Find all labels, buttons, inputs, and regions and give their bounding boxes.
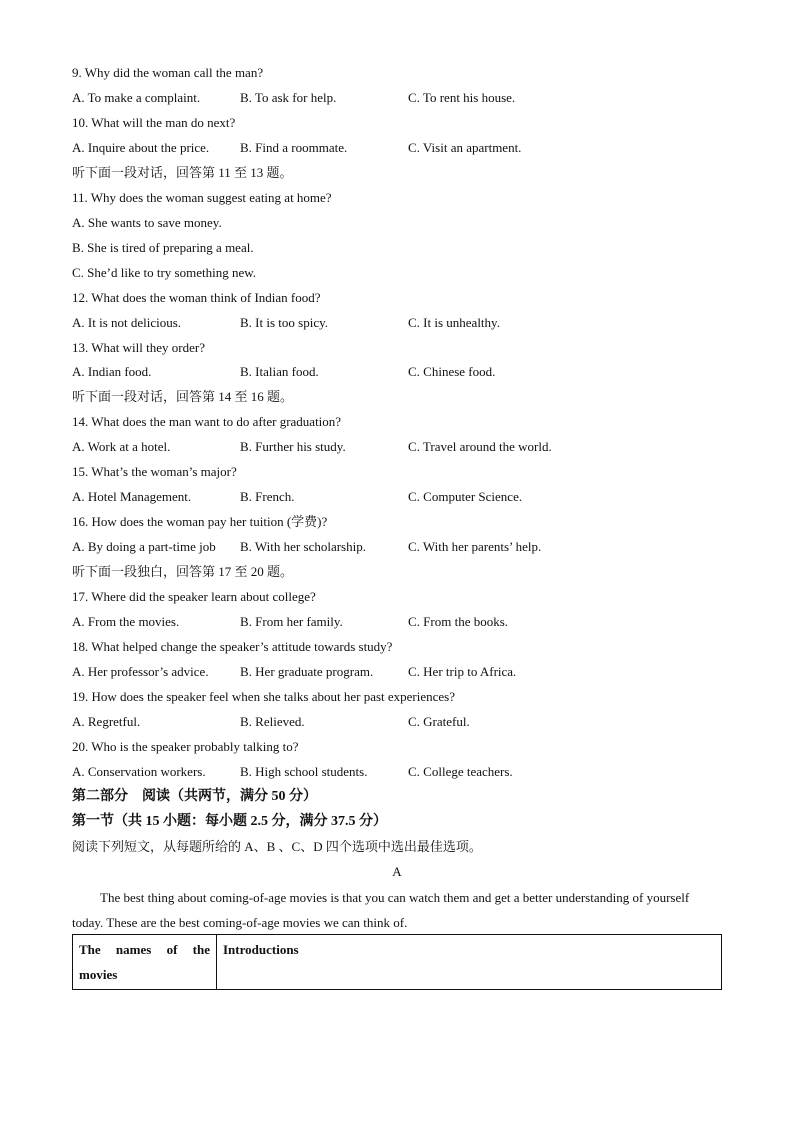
option-c: C. With her parents’ help. [408,539,542,554]
question-9: 9. Why did the woman call the man? [72,65,264,80]
passage-paragraph [72,885,722,935]
question-13: 13. What will they order? [72,340,205,355]
option-a: A. From the movies. [72,614,180,629]
section-instruction-14-16: 听下面一段对话，回答第 14 至 16 题。 [72,389,294,404]
option-b: B. French. [240,489,295,504]
table-header-introductions: Introductions [217,935,722,990]
option-c: C. Chinese food. [408,364,496,379]
option-c: C. Grateful. [408,714,470,729]
section-instruction-11-13: 听下面一段对话，回答第 11 至 13 题。 [72,165,293,180]
option-11-a: A. She wants to save money. [72,215,222,230]
option-a: A. To make a complaint. [72,90,201,105]
reading-instruction: 阅读下列短文，从每题所给的 A、B 、C、D 四个选项中选出最佳选项。 [72,839,482,854]
part2-section1-heading: 第一节（共 15 小题：每小题 2.5 分，满分 37.5 分） [72,814,387,829]
option-a: A. Regretful. [72,714,141,729]
option-c: C. To rent his house. [408,90,516,105]
question-18: 18. What helped change the speaker’s attitude towards study? [72,639,393,654]
option-a: A. Hotel Management. [72,489,192,504]
option-b: B. High school students. [240,764,368,779]
option-c: C. Visit an apartment. [408,140,522,155]
option-c: C. Her trip to Africa. [408,664,517,679]
question-14: 14. What does the man want to do after graduation? [72,414,342,429]
part2-heading: 第二部分 阅读（共两节，满分 50 分） [72,789,317,804]
movies-table [72,934,722,990]
option-a: A. Indian food. [72,364,152,379]
question-10: 10. What will the man do next? [72,115,236,130]
question-20: 20. Who is the speaker probably talking to? [72,739,299,754]
option-b: B. To ask for help. [240,90,337,105]
question-15: 15. What’s the woman’s major? [72,464,237,479]
table-header-names: The names of the movies [73,935,217,990]
option-a: A. By doing a part-time job [72,539,216,554]
question-16: 16. How does the woman pay her tuition (学费)? [72,514,328,529]
option-a: A. Conservation workers. [72,764,206,779]
section-instruction-17-20: 听下面一段独白，回答第 17 至 20 题。 [72,564,294,579]
option-c: C. Computer Science. [408,489,523,504]
option-a: A. It is not delicious. [72,315,182,330]
option-a: A. Her professor’s advice. [72,664,209,679]
table-header-row [73,935,722,990]
question-19: 19. How does the speaker feel when she talks about her past experiences? [72,689,455,704]
option-a: A. Work at a hotel. [72,439,171,454]
question-17: 17. Where did the speaker learn about college? [72,589,316,604]
option-b: B. With her scholarship. [240,539,366,554]
option-b: B. Further his study. [240,439,346,454]
option-c: C. College teachers. [408,764,513,779]
option-b: B. Italian food. [240,364,319,379]
option-c: C. It is unhealthy. [408,315,500,330]
option-b: B. It is too spicy. [240,315,328,330]
question-12: 12. What does the woman think of Indian food? [72,290,321,305]
question-11: 11. Why does the woman suggest eating at home? [72,190,332,205]
option-b: B. Her graduate program. [240,664,374,679]
option-c: C. Travel around the world. [408,439,552,454]
passage-label: A [392,864,402,879]
option-11-c: C. She’d like to try something new. [72,265,257,280]
option-b: B. Find a roommate. [240,140,348,155]
option-11-b: B. She is tired of preparing a meal. [72,240,254,255]
option-b: B. Relieved. [240,714,305,729]
passage-text: The best thing about coming-of-age movies is that you can watch them and get a better understanding of yourself today. These are the best coming-of-age movies we can think of. [72,890,690,930]
option-c: C. From the books. [408,614,509,629]
option-a: A. Inquire about the price. [72,140,210,155]
option-b: B. From her family. [240,614,343,629]
